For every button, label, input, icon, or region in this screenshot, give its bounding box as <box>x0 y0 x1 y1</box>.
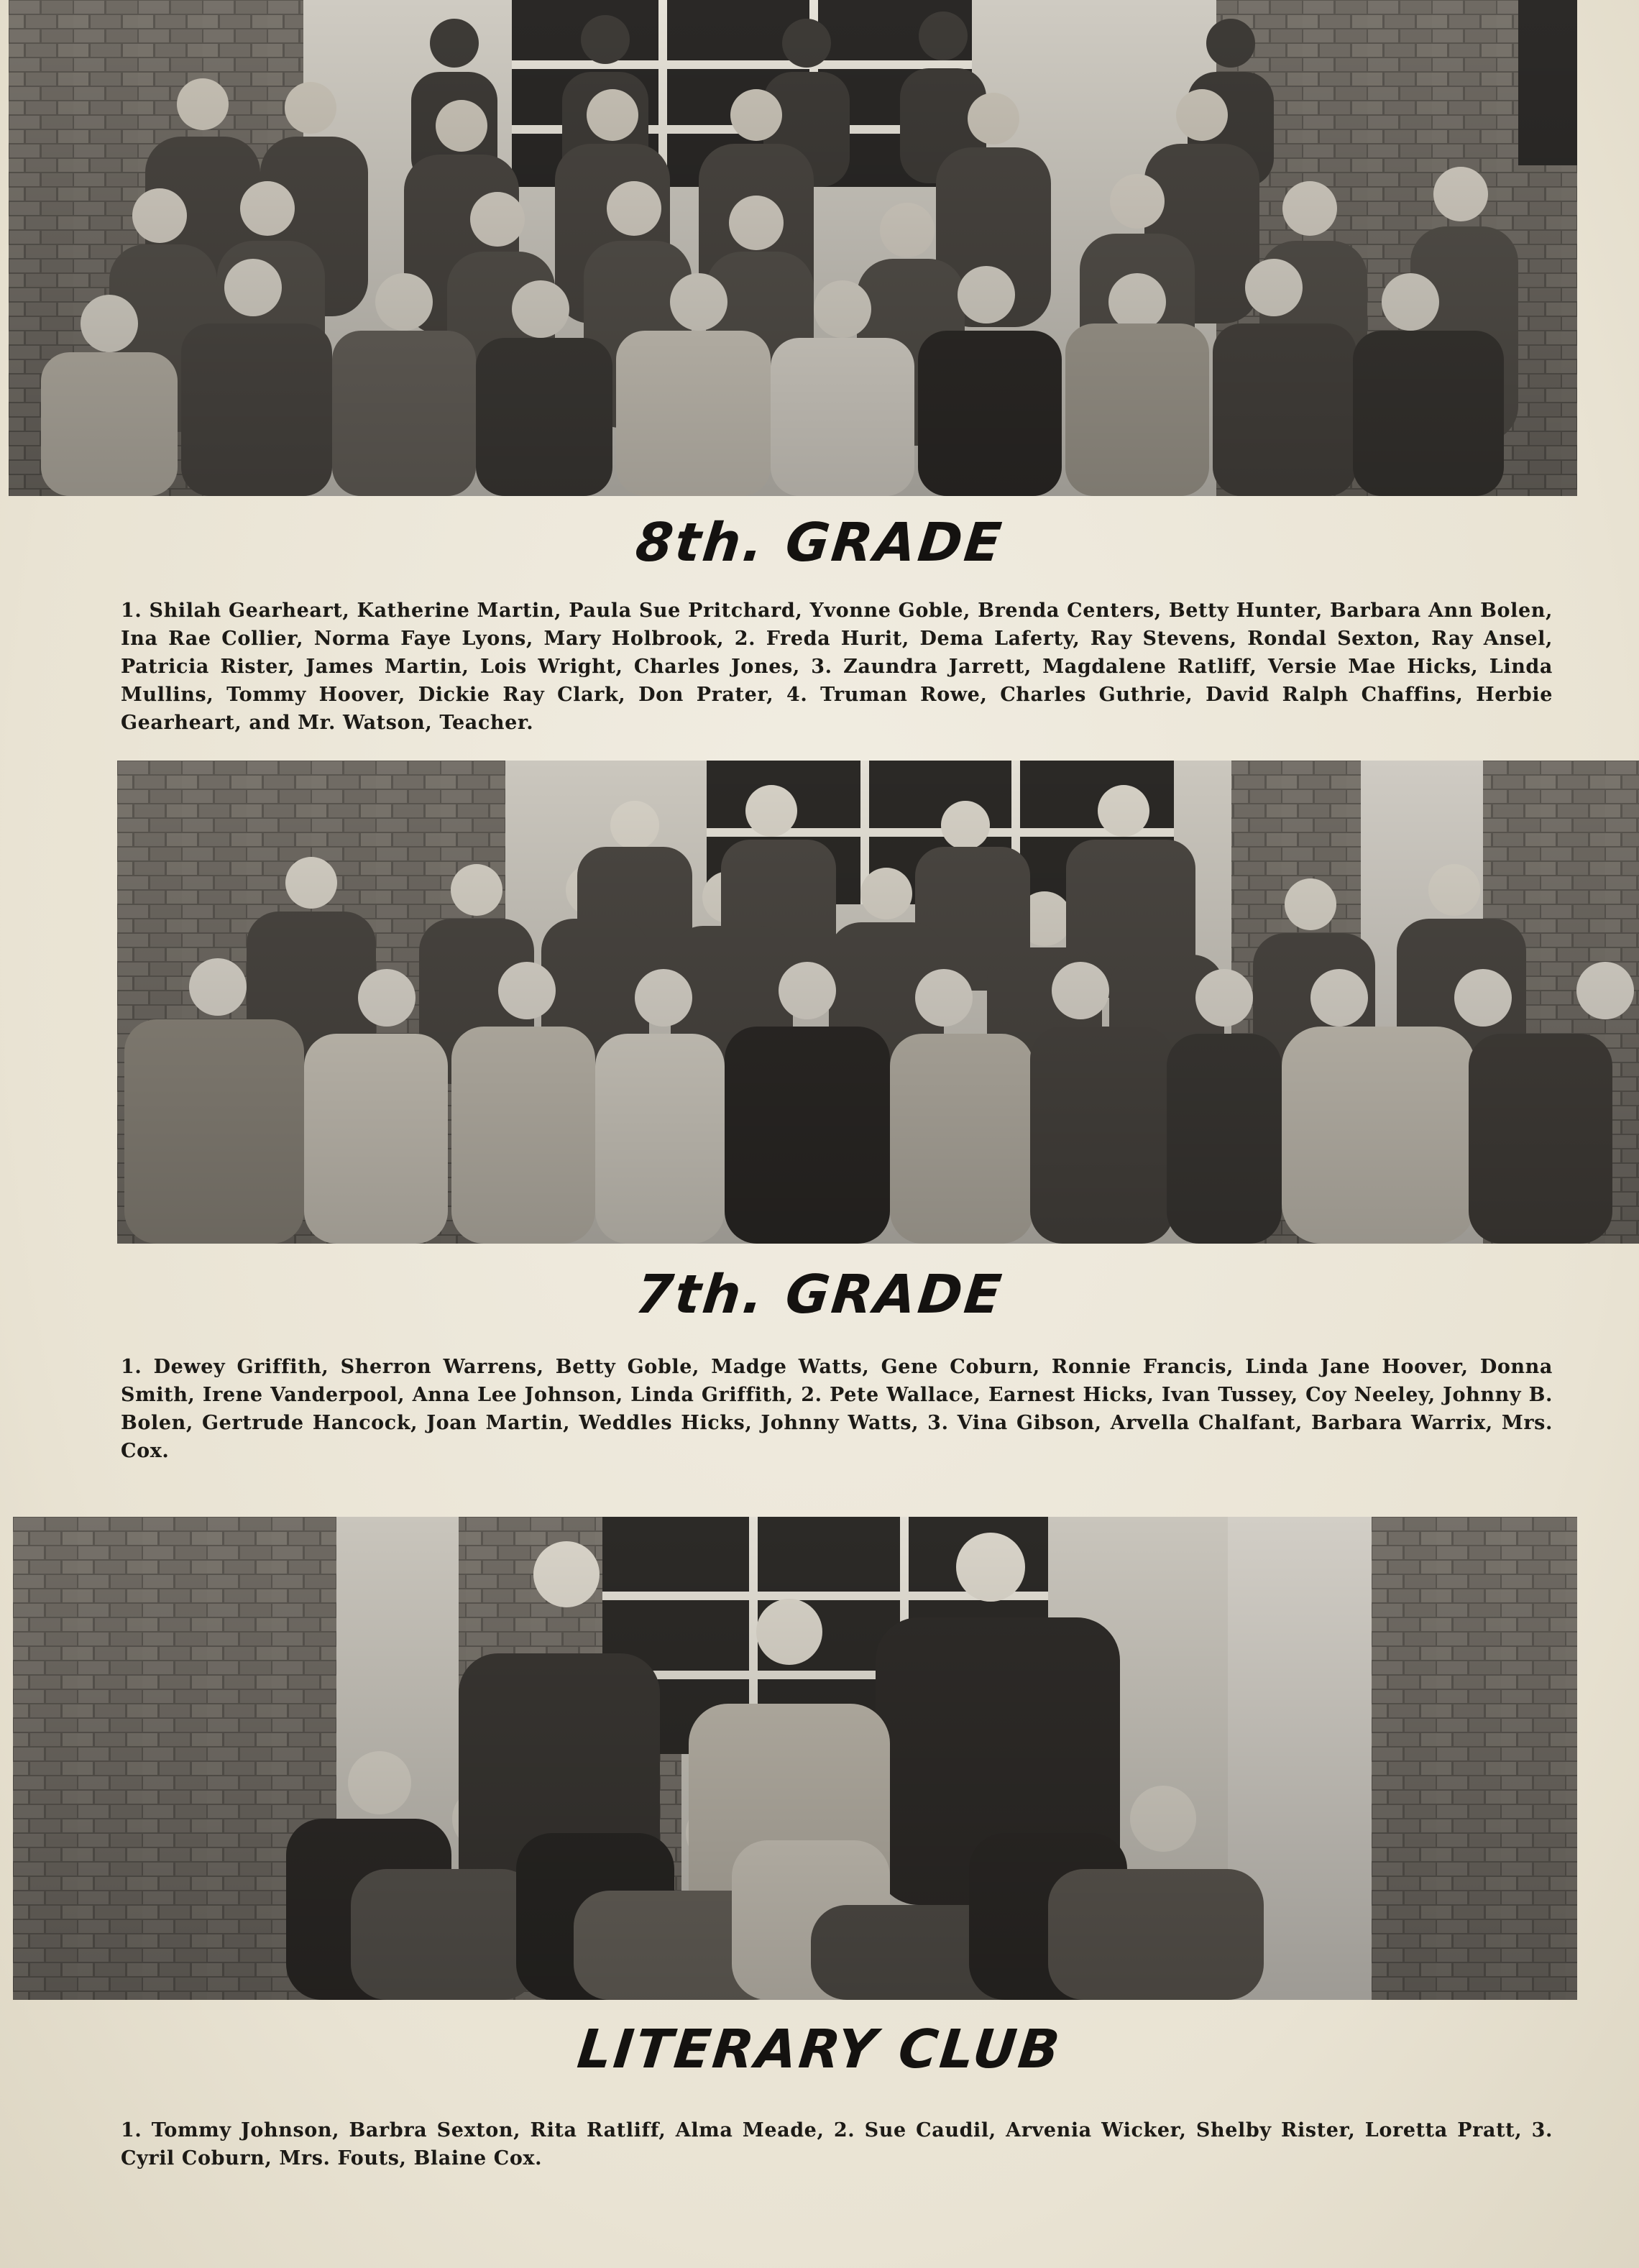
literary-club-photo <box>13 1517 1577 2000</box>
eighth-grade-caption: 1. Shilah Gearheart, Katherine Martin, Paula Sue Pritchard, Yvonne Goble, Brenda Centers, Betty Hunter, Barbara Ann Bolen, Ina Rae Collier, Norma Faye Lyons, Mary Holbrook, 2. Freda Hurit, Dema Laferty, Ray Stevens, Rondal Sexton, Ray Ansel, Patricia Rister, James Martin, Lois Wright, Charles Jones, 3. Zaundra Jarrett, Magdalene Ratliff, Versie Mae Hicks, Linda Mullins, Tommy Hoover, Dickie Ray Clark, Don Prater, 4. Truman Rowe, Charles Guthrie, David Ralph Chaffins, Herbie Gearheart, and Mr. Watson, Teacher. <box>121 600 1553 734</box>
eighth-grade-heading: 8th. GRADE <box>633 512 1006 574</box>
seventh-grade-caption: 1. Dewey Griffith, Sherron Warrens, Betty Goble, Madge Watts, Gene Coburn, Ronnie Francis, Linda Jane Hoover, Donna Smith, Irene Vanderpool, Anna Lee Johnson, Linda Griffith, 2. Pete Wallace, Earnest Hicks, Ivan Tussey, Coy Neeley, Johnny B. Bolen, Gertrude Hancock, Joan Martin, Weddles Hicks, Johnny Watts, 3. Vina Gibson, Arvella Chalfant, Barbara Warrix, Mrs. Cox. <box>121 1356 1553 1462</box>
seventh-grade-class-photo <box>117 761 1639 1244</box>
literary-club-heading: LITERARY CLUB <box>574 2019 1065 2080</box>
eighth-grade-class-photo <box>9 0 1577 496</box>
seventh-grade-heading: 7th. GRADE <box>633 1264 1006 1326</box>
literary-club-caption: 1. Tommy Johnson, Barbra Sexton, Rita Ratliff, Alma Meade, 2. Sue Caudil, Arvenia Wicker, Shelby Rister, Loretta Pratt, 3. Cyril Coburn, Mrs. Fouts, Blaine Cox. <box>121 2119 1553 2170</box>
